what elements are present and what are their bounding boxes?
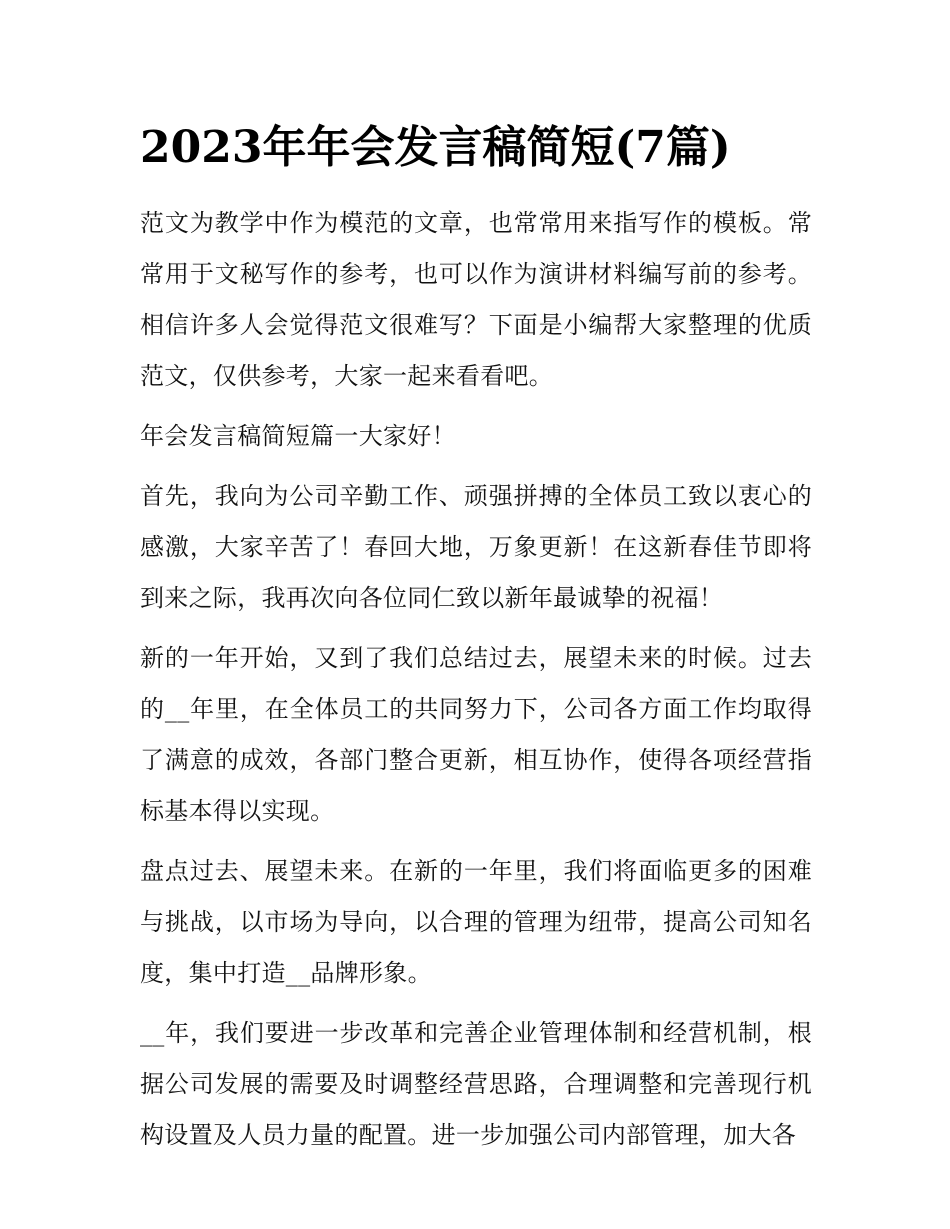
document-body — [140, 198, 812, 1170]
paragraph-reform: __年，我们要进一步改革和完善企业管理体制和经营机制，根据公司发展的需要及时调整经营思路，合理调整和完善现行机构设置及人员力量的配置。进一步加强公司内部管理，加大各 — [140, 1019, 812, 1149]
paragraph-greeting: 年会发言稿简短篇一大家好！ — [140, 422, 456, 450]
paragraph-intro: 范文为教学中作为模范的文章，也常常用来指写作的模板。常常用于文秘写作的参考，也可以作为演讲材料编写前的参考。相信许多人会觉得范文很难写？下面是小编帮大家整理的优质范文，仅供参考，大家一起来看看吧。 — [140, 209, 812, 390]
paragraph-outlook: 盘点过去、展望未来。在新的一年里，我们将面临更多的困难与挑战，以市场为导向，以合理的管理为纽带，提高公司知名度，集中打造__品牌形象。 — [140, 857, 812, 987]
paragraph-review: 新的一年开始，又到了我们总结过去，展望未来的时候。过去的__年里，在全体员工的共同努力下，公司各方面工作均取得了满意的成效，各部门整合更新，相互协作，使得各项经营指标基本得以实现。 — [140, 644, 812, 825]
paragraph-thanks: 首先，我向为公司辛勤工作、顽强拼搏的全体员工致以衷心的感激，大家辛苦了！春回大地，万象更新！在这新春佳节即将到来之际，我再次向各位同仁致以新年最诚挚的祝福！ — [140, 482, 812, 612]
page-title: 2023年年会发言稿简短(7篇) — [140, 122, 731, 173]
